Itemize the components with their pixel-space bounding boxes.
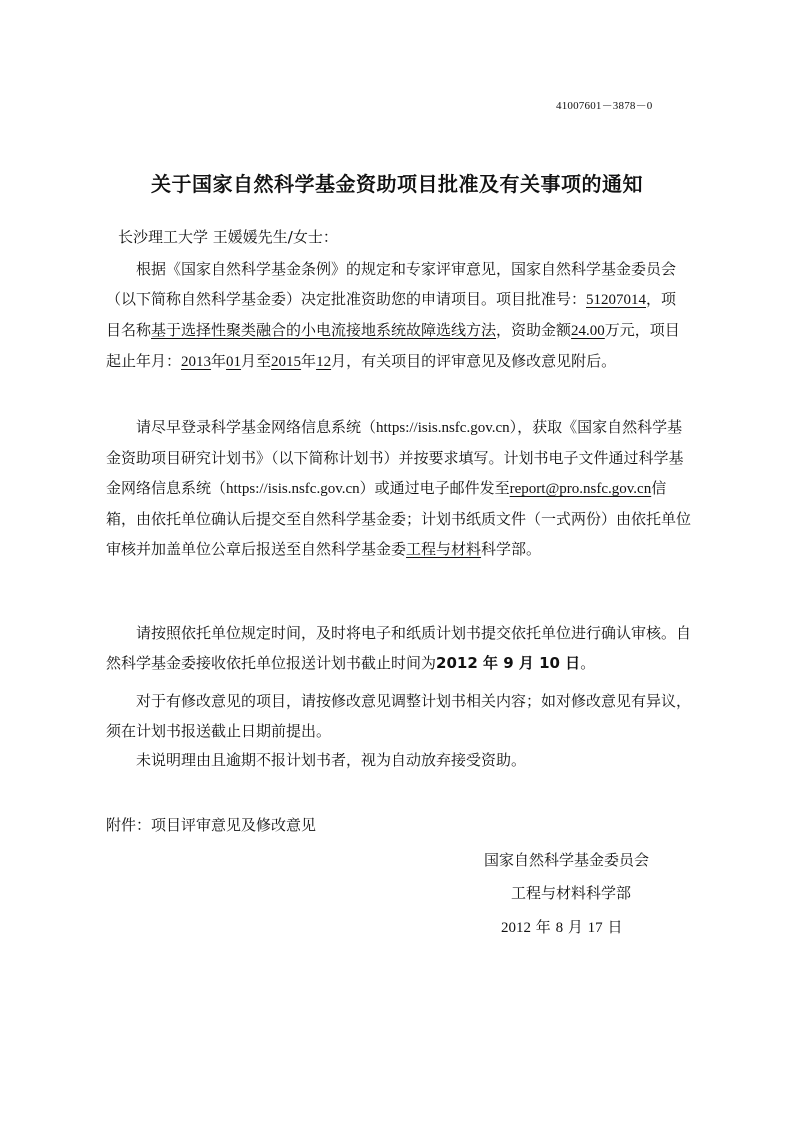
signer-organization: 国家自然科学基金委员会 — [484, 851, 650, 869]
department-name: 工程与材料 — [406, 540, 482, 558]
approval-text-4: 万元，项目起止年月： — [106, 321, 680, 370]
forfeit-text: 未说明理由且逾期不报计划书者，视为自动放弃接受资助。 — [136, 751, 527, 769]
plan-text-2: ），获取《国家自然科学基金资助项目研究计划书》（以下简称计划书）并按要求填写。计划书电子文件通过科学基金网络信息系统（ — [106, 418, 684, 497]
approval-text-3: ，资助金额 — [496, 321, 572, 339]
plan-text-3: ）或通过电子邮件发至 — [359, 479, 510, 497]
document-id: 41007601－3878－0 — [556, 100, 653, 112]
date-month: 8 — [555, 920, 564, 936]
plan-text-5: 科学部。 — [481, 540, 542, 558]
approval-text-7: 年 — [301, 352, 317, 370]
approval-text-8: 月，有关项目的评审意见及修改意见附后。 — [331, 352, 617, 370]
signer-department: 工程与材料科学部 — [511, 884, 632, 902]
start-month: 01 — [226, 354, 242, 370]
signing-date — [501, 912, 622, 943]
approval-text-6: 月至 — [241, 352, 272, 370]
paragraph-revisions — [106, 686, 691, 746]
system-url-2: https://isis.nsfc.gov.cn — [226, 481, 360, 497]
paragraph-plan-submission — [106, 412, 691, 564]
paragraph-approval — [106, 254, 691, 377]
notice-title: 关于国家自然科学基金资助项目批准及有关事项的通知 — [151, 172, 643, 196]
date-year: 2012 — [501, 920, 531, 936]
attachment-note: 附件：项目评审意见及修改意见 — [106, 816, 317, 834]
end-year: 2015 — [271, 354, 302, 370]
date-day-unit: 日 — [607, 918, 623, 936]
salutation: 长沙理工大学 王媛媛先生/女士： — [118, 228, 338, 246]
funding-amount: 24.00 — [571, 323, 605, 339]
paragraph-deadline — [106, 618, 691, 678]
revisions-text: 对于有修改意见的项目，请按修改意见调整计划书相关内容；如对修改意见有异议，须在计划书报送截止日期前提出。 — [106, 692, 692, 740]
date-day: 17 — [587, 920, 603, 936]
plan-text-1: 请尽早登录科学基金网络信息系统（ — [136, 418, 377, 436]
report-email: report@pro.nsfc.gov.cn — [509, 481, 652, 497]
end-month: 12 — [316, 354, 332, 370]
project-number: 51207014 — [586, 292, 647, 308]
plan-text-4: 信箱，由依托单位确认后提交至自然科学基金委；计划书纸质文件（一式两份）由依托单位审核并加盖单位公章后报送至自然科学基金委 — [106, 479, 692, 558]
project-name: 基于选择性聚类融合的小电流接地系统故障选线方法 — [151, 321, 497, 339]
date-month-unit: 月 — [567, 918, 583, 936]
approval-text-1: 根据《国家自然科学基金条例》的规定和专家评审意见，国家自然科学基金委员会（以下简称自然科学基金委）决定批准资助您的申请项目。项目批准号： — [106, 260, 677, 308]
paragraph-forfeit — [106, 745, 691, 775]
approval-text-2: ，项目名称 — [106, 290, 677, 339]
start-year: 2013 — [181, 354, 212, 370]
deadline-date: 2012 年 9 月 10 日 — [436, 654, 581, 672]
approval-text-5: 年 — [211, 352, 227, 370]
deadline-text-2: 。 — [580, 654, 596, 672]
date-year-unit: 年 — [535, 918, 551, 936]
system-url-1: https://isis.nsfc.gov.cn — [376, 420, 510, 436]
deadline-text-1: 请按照依托单位规定时间，及时将电子和纸质计划书提交依托单位进行确认审核。自然科学基金委接收依托单位报送计划书截止时间为 — [106, 624, 692, 672]
